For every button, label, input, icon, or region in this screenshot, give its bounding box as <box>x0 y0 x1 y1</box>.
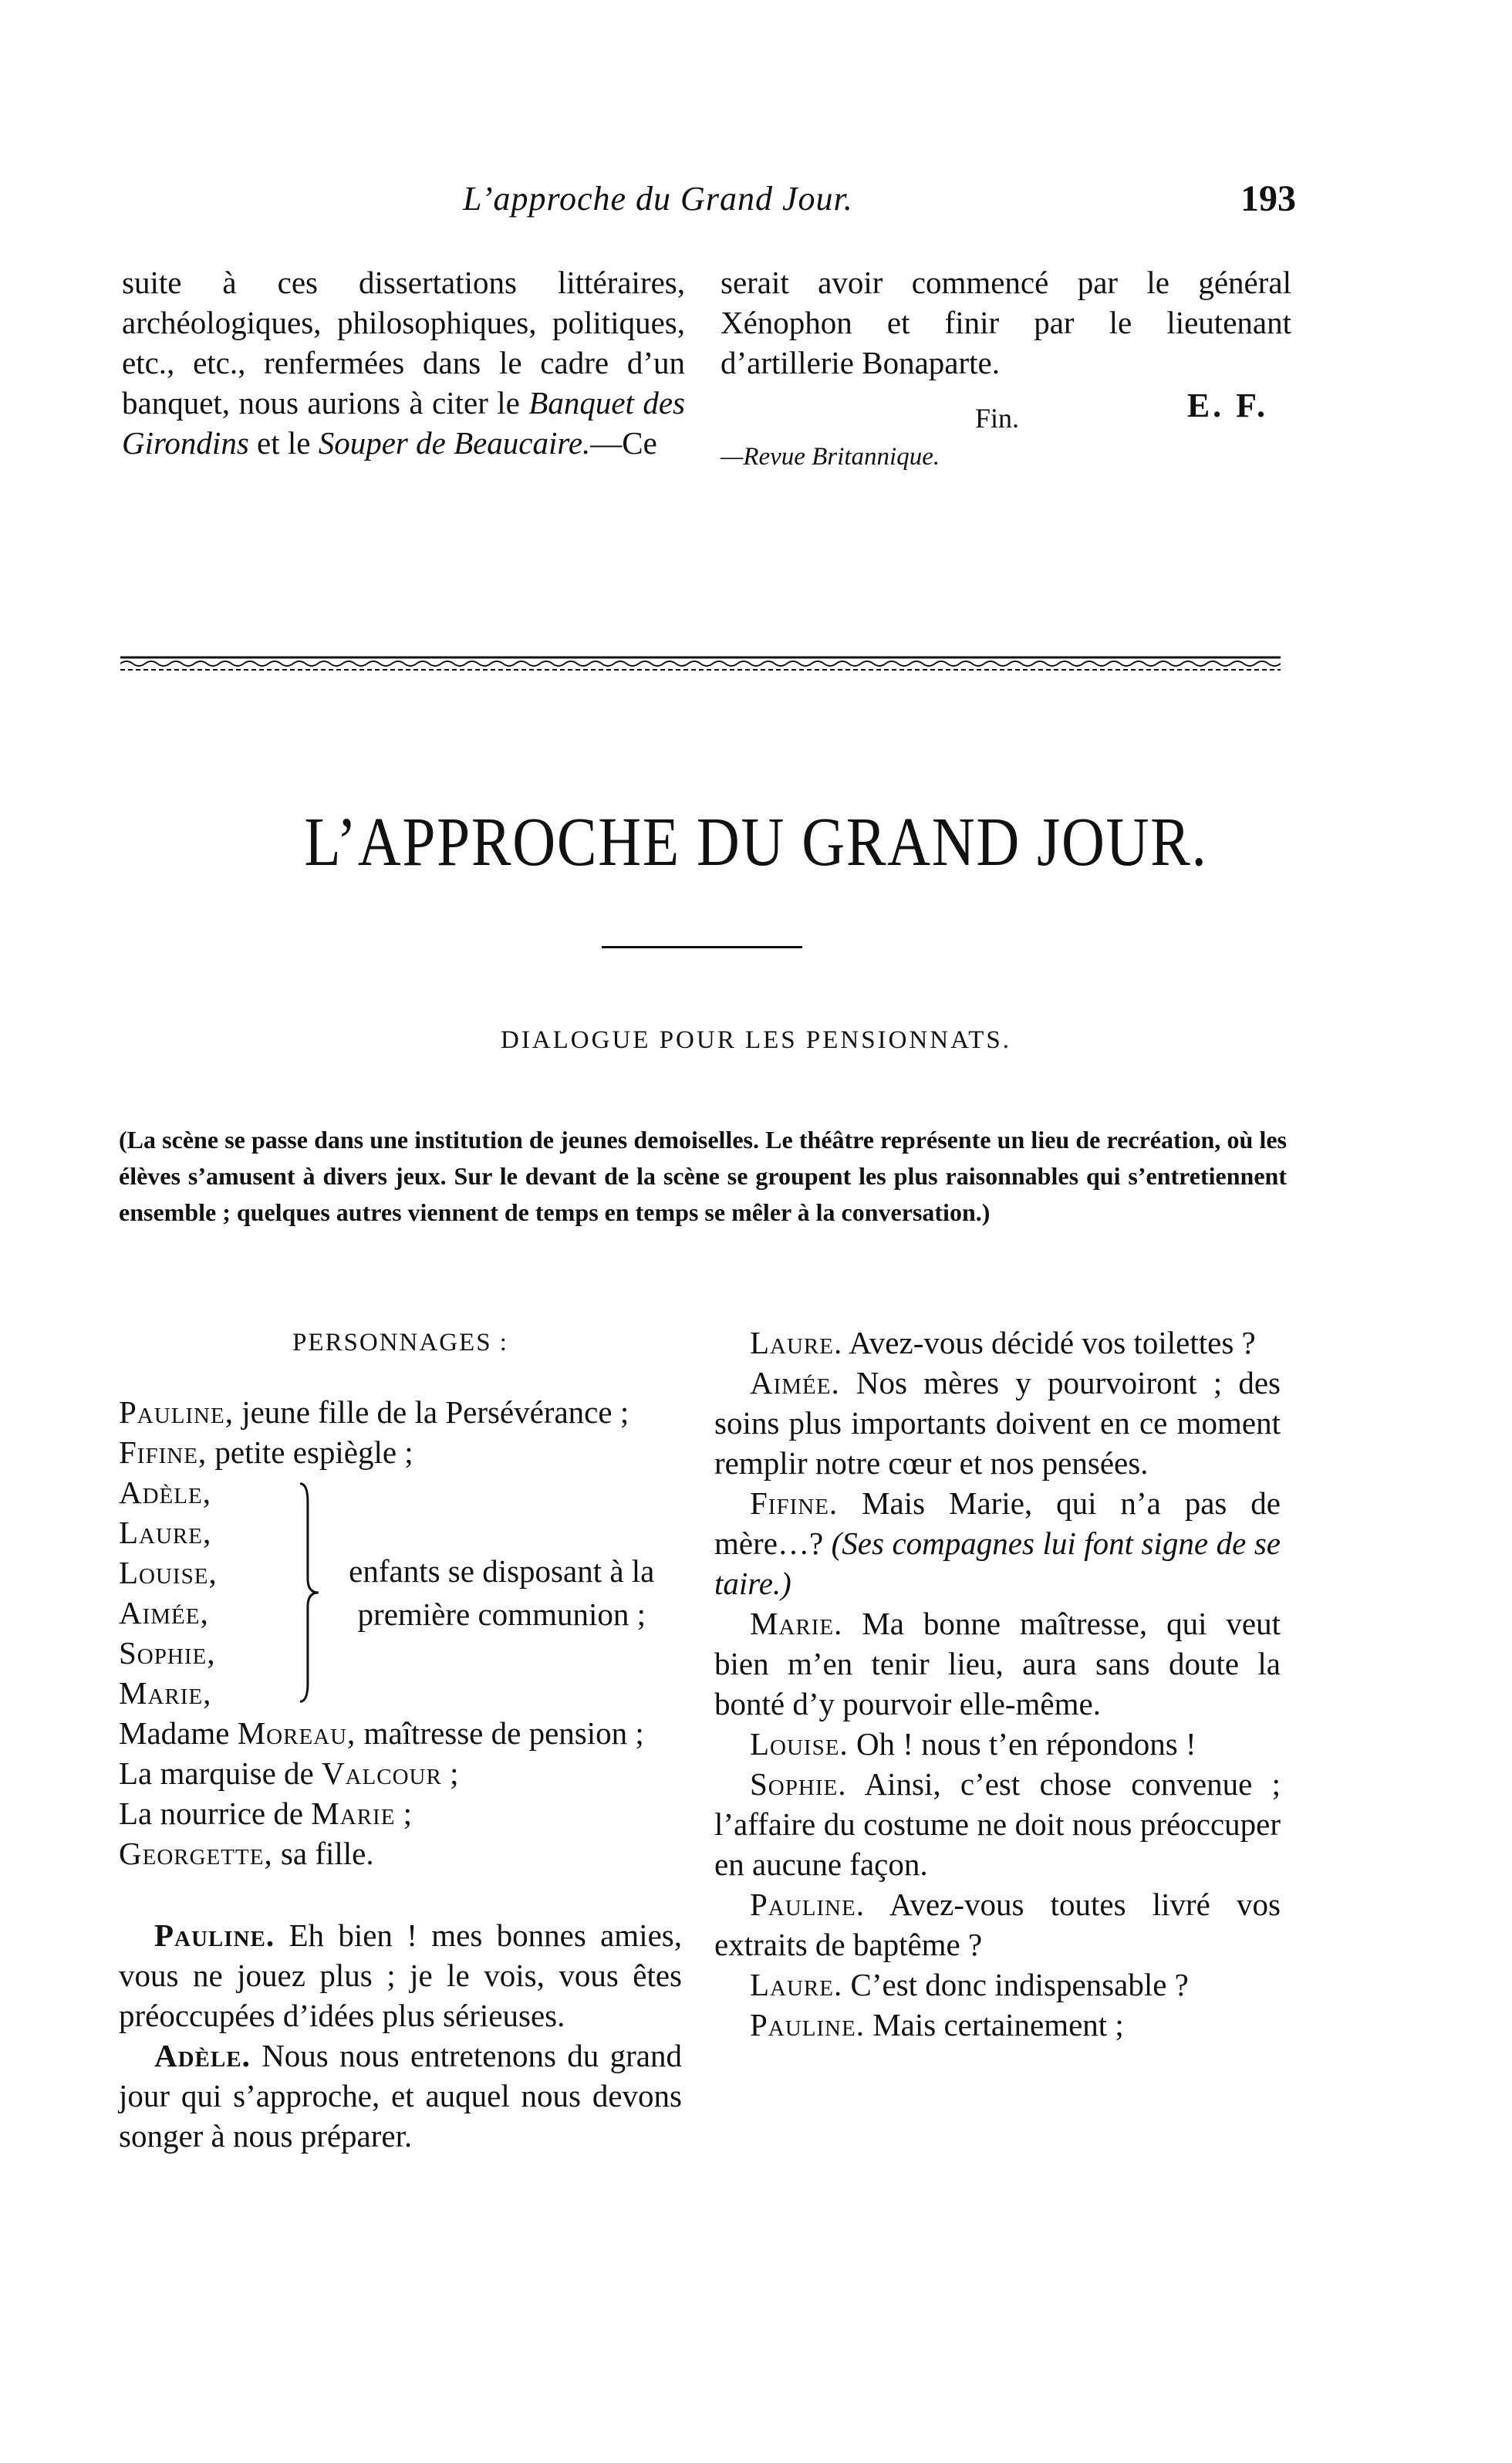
italic-title: Banquet des Girondins <box>122 385 685 461</box>
running-header <box>463 179 1296 233</box>
character-name: Louise, <box>119 1555 218 1590</box>
text-run: —Ce <box>590 425 657 461</box>
dialogue-right-column <box>714 1323 1281 2045</box>
character-name: Sophie, <box>119 1635 216 1671</box>
dialogue-line <box>714 1724 1281 1764</box>
speaker-name: Marie. <box>750 1606 843 1641</box>
text-run: La marquise de <box>119 1755 322 1791</box>
running-title: L’approche du Grand Jour. <box>463 180 853 218</box>
character-name: Georgette, <box>119 1836 273 1871</box>
character-name: Laure, <box>119 1515 212 1550</box>
ornamental-rule <box>120 653 1281 674</box>
speaker-name: Fifine. <box>750 1485 839 1521</box>
character-name: Fifine, <box>119 1434 208 1470</box>
text-run: et le <box>248 425 319 461</box>
signature-block <box>721 383 1291 432</box>
speaker-name: Pauline. <box>154 1917 275 1953</box>
speaker-name: Laure. <box>750 1967 843 2002</box>
cast-entry-nourrice <box>119 1793 682 1833</box>
cast-entry-georgette <box>119 1833 682 1873</box>
fin-label: Fin. <box>975 403 1020 434</box>
character-desc: sa fille. <box>272 1836 374 1871</box>
dialogue-line <box>714 1884 1281 1965</box>
dialogue-line <box>714 1603 1281 1724</box>
dialogue-line <box>714 1965 1281 2005</box>
speaker-name: Pauline. <box>750 2007 865 2042</box>
speech-text: Ma bonne maîtresse, qui veut bien m’en tenir lieu, aura sans doute la bonté d’y pourvoir elle-même. <box>714 1606 1281 1721</box>
character-name: Moreau, <box>237 1715 356 1751</box>
text-run: ; <box>441 1755 459 1791</box>
text-run: suite à ces dissertations littéraires, archéologiques, philosophiques, politiques, etc., etc., renfermées dans le cadre d’un banquet, nous aurions à citer le <box>122 265 685 421</box>
speaker-name: Pauline. <box>750 1887 865 1922</box>
brace-icon <box>297 1478 322 1707</box>
speech-text: Nos mères y pourvoiront ; des soins plus importants doivent en ce moment remplir notre cœur et nos pensées. <box>714 1365 1281 1481</box>
speaker-name: Sophie. <box>750 1766 847 1802</box>
cast-entry-moreau <box>119 1713 682 1753</box>
speech-text: Oh ! nous t’en répondons ! <box>848 1726 1196 1762</box>
group-names <box>119 1472 297 1713</box>
text-run: Madame <box>119 1715 238 1751</box>
main-title: L’APPROCHE DU GRAND JOUR. <box>304 804 1208 880</box>
cast-heading: PERSONNAGES : <box>292 1329 508 1357</box>
stage-direction: (La scène se passe dans une institution de jeunes demoiselles. Le théâtre représente un lieu de recréation, où les élèves s’amusent à divers jeux. Sur le devant de la scène se groupent les plus raisonnables qui s’entretiennent ensemble ; quelques autres viennent de temps en temps se mêler à la conversation.) <box>119 1126 1287 1226</box>
cast-column <box>119 1323 682 2156</box>
cast-entry-pauline <box>119 1392 682 1432</box>
page-number: 193 <box>1240 178 1296 219</box>
character-name: Valcour <box>321 1755 442 1791</box>
speaker-name: Adèle. <box>154 2038 251 2073</box>
subtitle: DIALOGUE POUR LES PENSIONNATS. <box>500 1026 1012 1054</box>
speaker-name: Laure. <box>750 1325 843 1360</box>
text-run: ; <box>395 1796 413 1831</box>
speaker-name: Aimée. <box>750 1365 840 1400</box>
character-desc: maîtresse de pension ; <box>356 1715 644 1751</box>
speech-text: Eh bien ! mes bonnes amies, vous ne jouez plus ; je le vois, vous êtes préoccupées d’idées plus sérieuses. <box>119 1917 682 2033</box>
top-left-paragraph <box>122 262 685 463</box>
dialogue-line <box>714 1483 1281 1603</box>
italic-title: Souper de Beaucaire. <box>318 425 591 461</box>
dialogue-line <box>714 1323 1281 1363</box>
dialogue-line <box>119 2036 682 2156</box>
character-name: Marie <box>311 1796 396 1831</box>
stage-aside: (Ses compagnes lui font signe de se taire.) <box>714 1525 1281 1601</box>
source-citation: —Revue Britannique. <box>721 443 940 471</box>
character-desc: jeune fille de la Persévérance ; <box>233 1394 629 1430</box>
dialogue-line <box>714 1363 1281 1483</box>
top-right-column <box>721 262 1291 477</box>
dialogue-line <box>714 1764 1281 1884</box>
cast-group-communicants <box>119 1472 682 1713</box>
speech-text: Nous nous entretenons du grand jour qui s’approche, et auquel nous devons songer à nous préparer. <box>119 2038 682 2154</box>
top-left-column <box>122 262 685 463</box>
text-run: La nourrice de <box>119 1796 312 1831</box>
speech-text: C’est donc indispensable ? <box>842 1967 1189 2002</box>
speech-text: Mais Marie, qui n’a pas de mère…? <box>714 1485 1281 1561</box>
speech-text: Mais certainement ; <box>864 2007 1124 2042</box>
group-description: enfants se disposant à la première communion ; <box>349 1553 655 1632</box>
dialogue-line <box>714 2005 1281 2045</box>
speech-text: Avez-vous toutes livré vos extraits de baptême ? <box>714 1887 1281 1962</box>
character-name: Pauline, <box>119 1394 234 1430</box>
dialogue-left <box>119 1915 682 2156</box>
top-right-paragraph: serait avoir commencé par le général Xénophon et finir par le lieutenant d’artillerie Bonaparte. <box>721 265 1291 380</box>
character-name: Adèle, <box>119 1475 211 1510</box>
cast-entry-fifine <box>119 1432 682 1472</box>
character-desc: petite espiègle ; <box>207 1434 413 1470</box>
character-name: Aimée, <box>119 1595 209 1630</box>
dialogue-line <box>119 1915 682 2036</box>
title-rule <box>602 946 802 948</box>
speech-text: Ainsi, c’est chose convenue ; l’affaire du costume ne doit nous préoccuper en aucune façon. <box>714 1766 1281 1882</box>
cast-entry-valcour <box>119 1753 682 1793</box>
speech-text: Avez-vous décidé vos toilettes ? <box>842 1325 1256 1360</box>
speaker-name: Louise. <box>750 1726 849 1762</box>
author-signature: E. F. <box>1186 387 1268 424</box>
character-name: Marie, <box>119 1675 212 1711</box>
